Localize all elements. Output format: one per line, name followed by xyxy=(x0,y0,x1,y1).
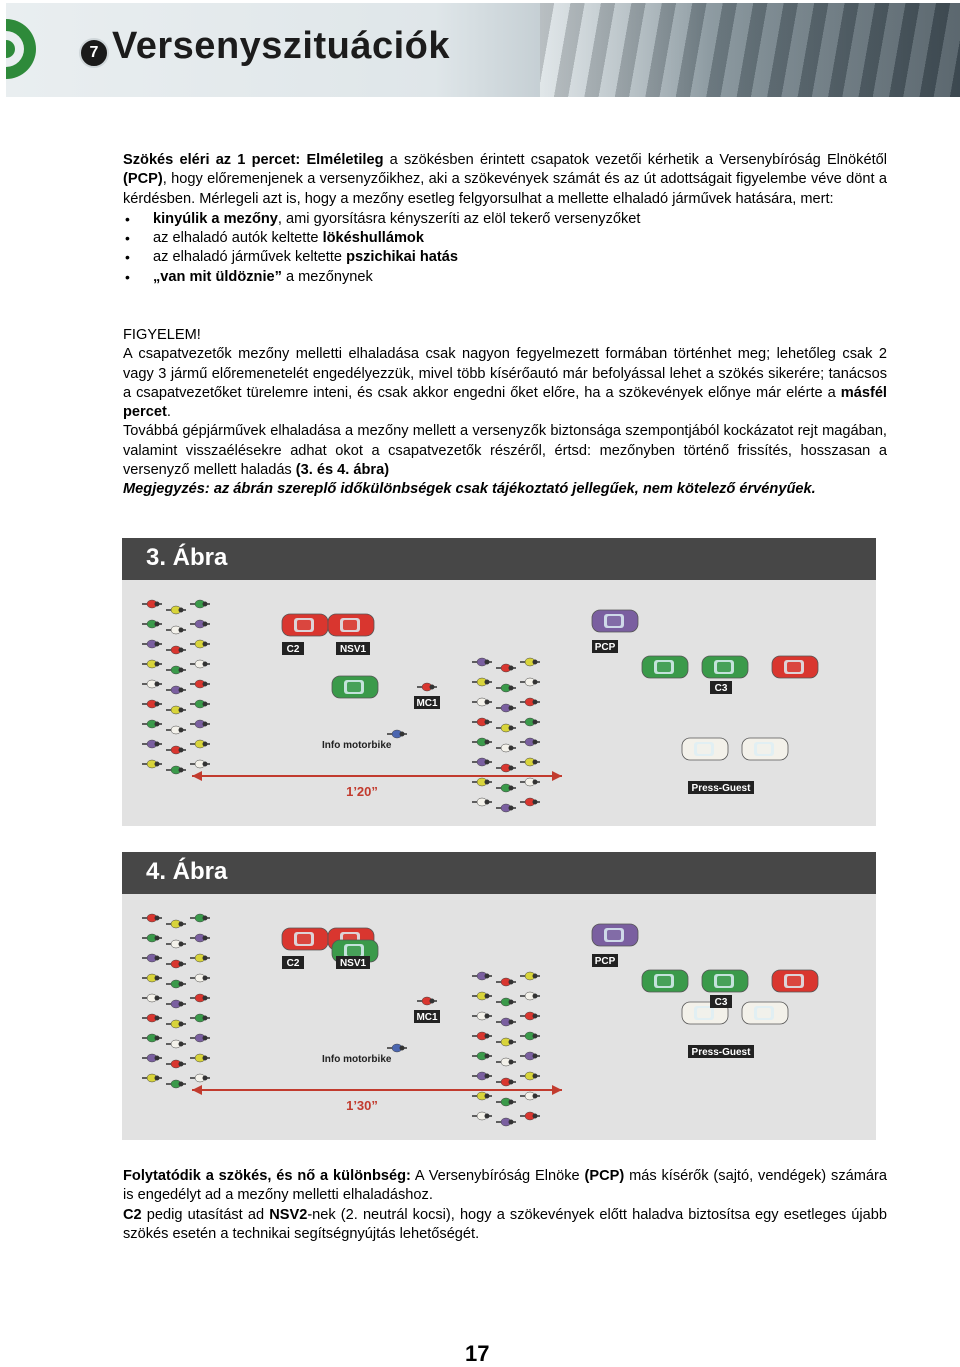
car-press-icon xyxy=(742,738,788,760)
car-icon xyxy=(642,970,688,992)
label-c2 xyxy=(282,956,304,969)
road xyxy=(122,580,876,826)
svg-text:C3: C3 xyxy=(714,683,728,694)
logo-icon xyxy=(6,17,36,81)
label-pcp xyxy=(592,954,618,967)
car-pcp-icon xyxy=(592,610,638,632)
list-item: • az elhaladó járművek keltette pszichikai hatás xyxy=(123,248,887,267)
figure-4-diagram xyxy=(122,852,876,1140)
label-press-guest xyxy=(688,781,754,794)
header-photo xyxy=(540,3,960,97)
svg-text:PCP: PCP xyxy=(594,956,616,967)
note-paragraph: Megjegyzés: az ábrán szereplő időkülönbségek csak tájékoztató jellegűek, nem kötelező érvényűek. xyxy=(123,481,816,498)
page-title: Versenyszituációk xyxy=(112,25,451,67)
warning-heading: FIGYELEM! xyxy=(123,327,201,343)
car-c3-icon xyxy=(702,970,748,992)
figure-3 xyxy=(122,538,876,826)
chapter-header xyxy=(6,3,960,97)
label-c3 xyxy=(710,995,732,1008)
list-item: • az elhaladó autók keltette lökéshullámok xyxy=(123,229,887,248)
svg-text:MC1: MC1 xyxy=(416,698,438,709)
time-gap-label: 1’20” xyxy=(346,784,378,799)
svg-text:C3: C3 xyxy=(714,997,728,1008)
time-gap-label: 1’30” xyxy=(346,1098,378,1113)
car-icon xyxy=(328,614,374,636)
warning-paragraph-2: Továbbá gépjárművek elhaladása a mezőny mellett a versenyzők biztonsága szempontjából kockázatot rejt magában, valamint visszaélésekre adhat okot a csapatvezetők részéről, értsd: mezőnyben történő frissítés, hosszasan a versenyző mellett haladás (3. és 4. ábra) xyxy=(123,423,887,479)
intro-section xyxy=(123,151,887,287)
intro-bold: Szökés eléri az 1 percet: Elméletileg xyxy=(123,152,384,168)
intro-text-2: , hogy előremenjenek a versenyzőikhez, aki a szökevények számát és az út adottságait figyelembe véve dönt a kérdésben. Mérlegeli azt is, hogy a mezőny esetleg felgyorsulhat a mellette elhaladó járművek hatására, mert: xyxy=(123,171,887,207)
label-info-motorbike: Info motorbike xyxy=(322,1054,392,1065)
c2-paragraph: C2 pedig utasítást ad NSV2-nek (2. neutrál kocsi), hogy a szökevények előtt haladva biztosítsa egy esetleges újabb szökés esetén a technikai segítségnyújtás lehetőségét. xyxy=(123,1206,887,1242)
continuation-paragraph: Folytatódik a szökés, és nő a különbség: A Versenybíróság Elnöke (PCP) más kísérők (sajtó, vendégek) számára is engedélyt ad a mezőny melletti elhaladáshoz. xyxy=(123,1168,887,1204)
warning-section xyxy=(123,326,887,500)
car-icon xyxy=(642,656,688,678)
chapter-number: 7 xyxy=(79,38,109,68)
figure-title: 4. Ábra xyxy=(146,858,228,885)
intro-text: a szökésben érintett csapatok vezetői kérhetik a Versenybíróság Elnökétől xyxy=(383,152,887,168)
figure-4 xyxy=(122,852,876,1140)
label-nsv1 xyxy=(336,642,370,655)
svg-text:NSV1: NSV1 xyxy=(339,958,367,969)
car-press-icon xyxy=(742,1002,788,1024)
list-item: • „van mit üldöznie” a mezőnynek xyxy=(123,268,887,287)
svg-text:NSV1: NSV1 xyxy=(339,644,367,655)
label-info-motorbike: Info motorbike xyxy=(322,740,392,751)
label-c2 xyxy=(282,642,304,655)
label-c3 xyxy=(710,681,732,694)
svg-text:Press-Guest: Press-Guest xyxy=(691,1047,751,1058)
label-pcp xyxy=(592,640,618,653)
svg-text:Press-Guest: Press-Guest xyxy=(691,783,751,794)
intro-paragraph xyxy=(123,151,887,209)
car-nsv1-icon xyxy=(332,676,378,698)
car-c3-icon xyxy=(702,656,748,678)
label-press-guest xyxy=(688,1045,754,1058)
page-number: 17 xyxy=(465,1341,490,1366)
car-pcp-icon xyxy=(592,924,638,946)
label-mc1 xyxy=(414,696,440,709)
pcp-label: (PCP) xyxy=(123,171,163,188)
label-nsv1 xyxy=(336,956,370,969)
figure-title: 3. Ábra xyxy=(146,544,228,571)
svg-text:PCP: PCP xyxy=(594,642,616,653)
bullet-list xyxy=(123,210,887,287)
svg-text:C2: C2 xyxy=(286,644,300,655)
warning-paragraph-1: A csapatvezetők mezőny melletti elhaladása csak nagyon fegyelmezett formában történhet meg; lehetőleg csak 2 vagy 3 jármű előremenetelét engedélyezzük, mivel több kísérőautó már befolyással lehet a szökés sikerére; tanácsos a csapatvezetőket türelemre inteni, és csak akkor engedni őket előre, ha a szökevények előnye már elérte a másfél percet. xyxy=(123,346,887,421)
continuation-section xyxy=(123,1167,887,1244)
car-icon xyxy=(772,970,818,992)
car-icon xyxy=(772,656,818,678)
svg-text:C2: C2 xyxy=(286,958,300,969)
figure-3-diagram xyxy=(122,538,876,826)
label-mc1 xyxy=(414,1010,440,1023)
car-c2-icon xyxy=(282,614,328,636)
car-press-icon xyxy=(682,738,728,760)
car-c2-icon xyxy=(282,928,328,950)
svg-text:MC1: MC1 xyxy=(416,1012,438,1023)
list-item: • kinyúlik a mezőny, ami gyorsításra kényszeríti az elöl tekerő versenyzőket xyxy=(123,210,887,229)
